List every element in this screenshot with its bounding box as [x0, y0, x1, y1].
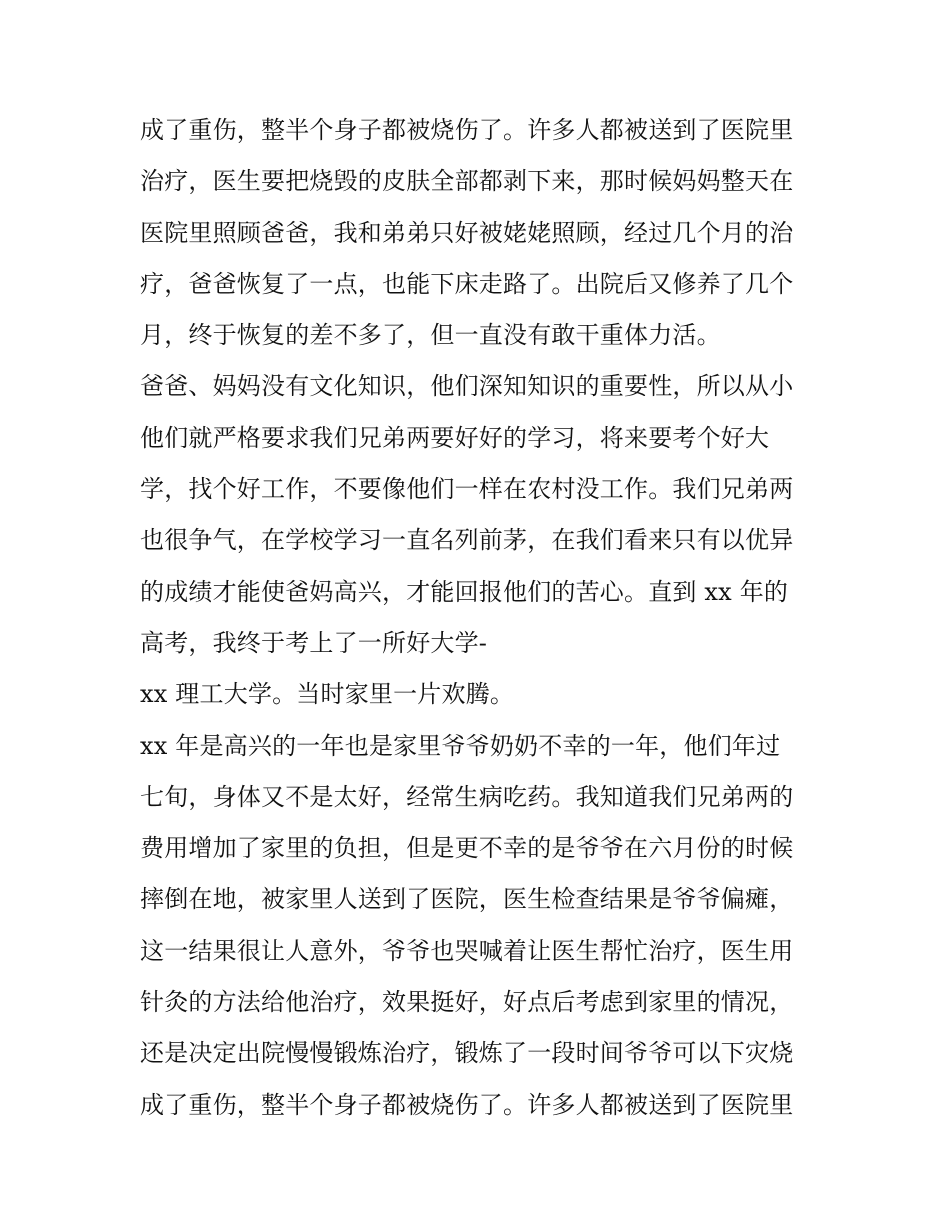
text-line: 高考，我终于考上了一所好大学-: [140, 628, 488, 657]
text-line: 这一结果很让人意外，爷爷也哭喊着让医生帮忙治疗，医生用: [140, 936, 794, 965]
text-line: xx 年是高兴的一年也是家里爷爷奶奶不幸的一年，他们年过: [140, 731, 781, 760]
text-line: 疗，爸爸恢复了一点，也能下床走路了。出院后又修养了几个: [140, 269, 794, 298]
text-line: 的成绩才能使爸妈高兴，才能回报他们的苦心。直到 xx 年的: [140, 577, 789, 606]
text-line: 摔倒在地，被家里人送到了医院，医生检查结果是爷爷偏瘫，: [140, 885, 794, 914]
text-line: 也很争气，在学校学习一直名列前茅，在我们看来只有以优异: [140, 526, 794, 555]
text-line: 学，找个好工作，不要像他们一样在农村没工作。我们兄弟两: [140, 475, 794, 504]
text-line: 治疗，医生要把烧毁的皮肤全部都剥下来，那时候妈妈整天在: [140, 167, 794, 196]
text-line: 成了重伤，整半个身子都被烧伤了。许多人都被送到了医院里: [140, 1090, 794, 1119]
text-line: 成了重伤，整半个身子都被烧伤了。许多人都被送到了医院里: [140, 116, 794, 144]
text-line: 费用增加了家里的负担，但是更不幸的是爷爷在六月份的时候: [140, 834, 794, 863]
text-line: 爸爸、妈妈没有文化知识，他们深知知识的重要性，所以从小: [140, 372, 794, 401]
text-line: 七旬，身体又不是太好，经常生病吃药。我知道我们兄弟两的: [140, 782, 794, 811]
text-line: xx 理工大学。当时家里一片欢腾。: [140, 680, 515, 709]
text-line: 他们就严格要求我们兄弟两要好好的学习，将来要考个好大: [140, 423, 770, 452]
text-line: 针灸的方法给他治疗，效果挺好，好点后考虑到家里的情况，: [140, 988, 794, 1017]
text-line: 还是决定出院慢慢锻炼治疗，锻炼了一段时间爷爷可以下灾烧: [140, 1039, 794, 1068]
text-line: 月，终于恢复的差不多了，但一直没有敢干重体力活。: [140, 321, 721, 350]
body-text: [140, 105, 820, 1131]
text-line: 医院里照顾爸爸，我和弟弟只好被姥姥照顾，经过几个月的治: [140, 218, 794, 247]
